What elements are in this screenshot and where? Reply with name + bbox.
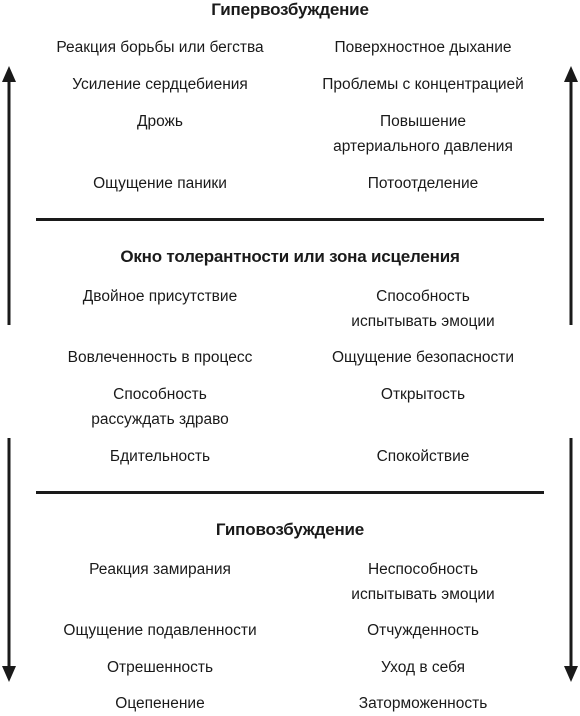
list-item: Потоотделение	[367, 175, 479, 192]
up-arrow-left	[2, 66, 16, 325]
list-item: Реакция борьбы или бегства	[56, 39, 264, 56]
list-item: Вовлеченность в процесс	[67, 349, 253, 366]
list-item: Спокойствие	[376, 448, 470, 465]
section-title-hypoarousal: Гиповозбуждение	[215, 520, 365, 539]
list-item: Повышение артериального давления	[333, 113, 513, 155]
divider-top	[36, 218, 544, 221]
list-item: Открытость	[380, 386, 466, 403]
list-item: Способность испытывать эмоции	[351, 288, 495, 330]
section-title-window-of-tolerance: Окно толерантности или зона исцеления	[120, 247, 460, 266]
list-item: Двойное присутствие	[82, 288, 238, 305]
list-item: Ощущение паники	[93, 175, 227, 192]
list-item: Дрожь	[136, 113, 183, 130]
list-item: Неспособность испытывать эмоции	[351, 561, 495, 603]
list-item: Способность рассуждать здраво	[91, 386, 229, 428]
list-item: Реакция замирания	[89, 561, 231, 578]
list-item: Отрешенность	[106, 659, 214, 676]
up-arrow-right	[564, 66, 578, 325]
list-item: Усиление сердцебиения	[72, 76, 248, 93]
list-item: Бдительность	[109, 448, 211, 465]
down-arrow-left	[2, 438, 16, 682]
list-item: Поверхностное дыхание	[334, 39, 512, 56]
list-item: Ощущение безопасности	[331, 349, 515, 366]
down-arrow-right	[564, 438, 578, 682]
list-item: Ощущение подавленности	[63, 622, 257, 639]
section-title-hyperarousal: Гипервозбуждение	[211, 0, 369, 19]
list-item: Заторможенность	[358, 695, 488, 712]
list-item: Оцепенение	[115, 695, 205, 712]
list-item: Уход в себя	[380, 659, 466, 676]
list-item: Отчужденность	[367, 622, 479, 639]
list-item: Проблемы с концентрацией	[322, 76, 524, 93]
divider-bottom	[36, 491, 544, 494]
